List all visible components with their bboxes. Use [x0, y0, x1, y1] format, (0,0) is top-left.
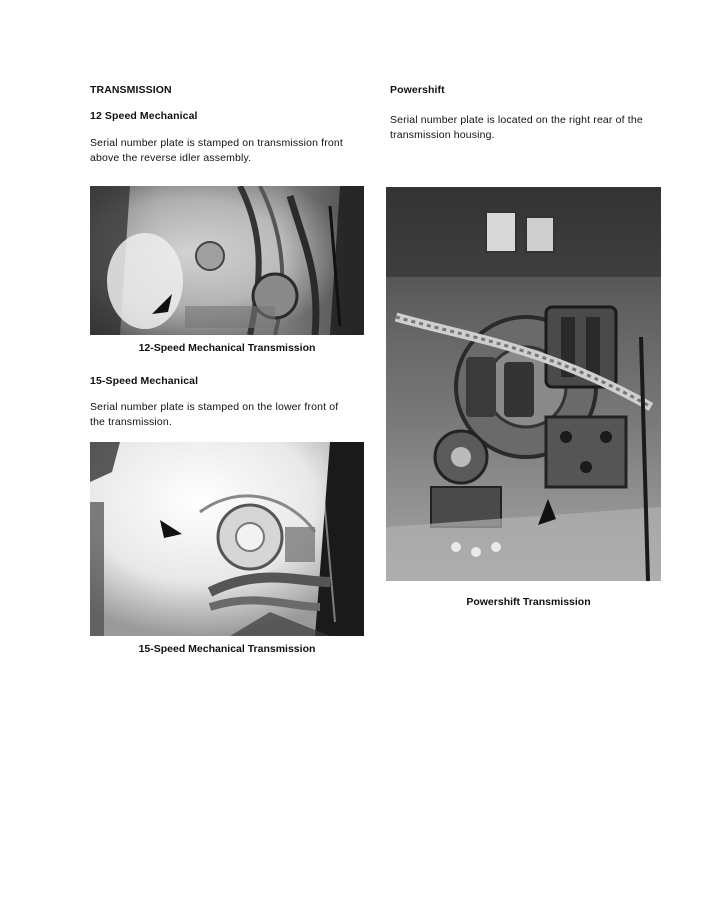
photo-powershift-transmission [386, 187, 661, 581]
photo-powershift-image [386, 187, 661, 581]
subsection-title-15-speed: 15-Speed Mechanical [90, 375, 199, 387]
paragraph-line: Serial number plate is stamped on the lower front of [90, 401, 339, 413]
photo-12-speed-image [90, 186, 364, 335]
caption-15-speed: 15-Speed Mechanical Transmission [138, 643, 316, 655]
paragraph-12-speed [90, 136, 380, 166]
paragraph-line: the transmission. [90, 416, 172, 428]
paragraph-powershift [390, 113, 680, 143]
paragraph-line: above the reverse idler assembly. [90, 152, 252, 164]
paragraph-line: transmission housing. [390, 129, 495, 141]
photo-12-speed-transmission [90, 186, 364, 335]
subsection-title-powershift: Powershift [390, 84, 445, 96]
section-title: TRANSMISSION [90, 84, 172, 96]
caption-powershift: Powershift Transmission [466, 596, 591, 608]
caption-12-speed: 12-Speed Mechanical Transmission [138, 342, 316, 354]
photo-15-speed-image [90, 442, 364, 636]
paragraph-15-speed [90, 400, 380, 430]
subsection-title-12-speed: 12 Speed Mechanical [90, 110, 198, 122]
paragraph-line: Serial number plate is stamped on transmission front [90, 137, 343, 149]
paragraph-line: Serial number plate is located on the right rear of the [390, 114, 643, 126]
photo-15-speed-transmission [90, 442, 364, 636]
